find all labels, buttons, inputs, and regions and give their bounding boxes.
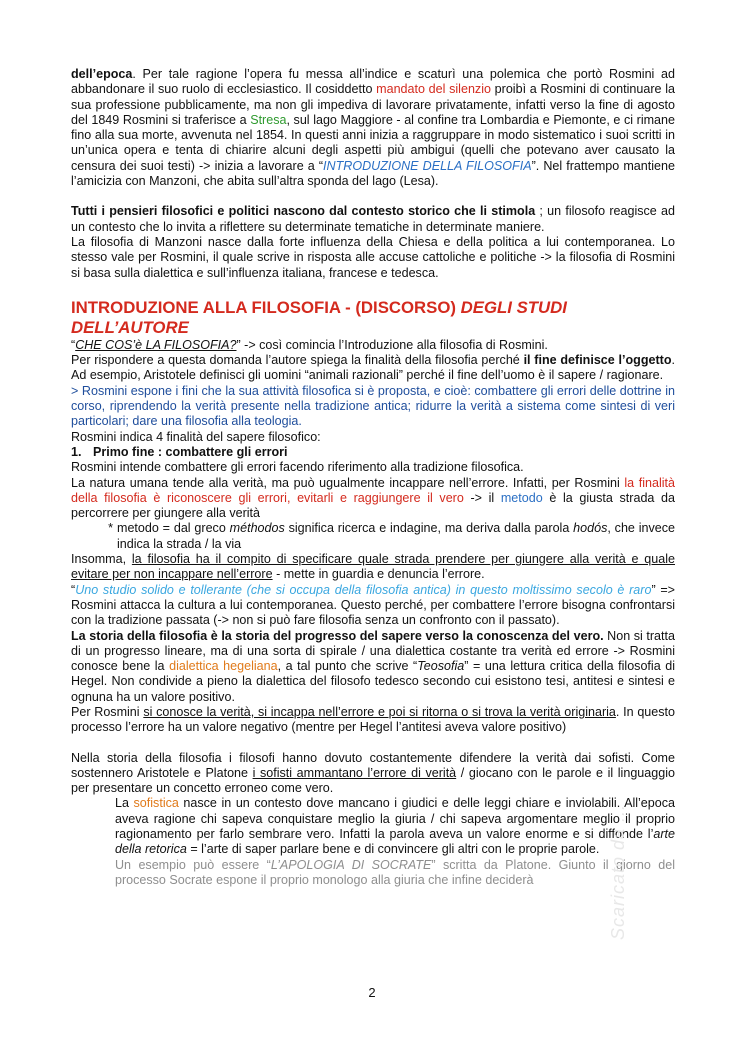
highlight-text: dialettica hegeliana xyxy=(169,659,278,674)
page-number: 2 xyxy=(368,985,376,1000)
text: Per Rosmini xyxy=(71,704,144,719)
text: “ xyxy=(71,337,76,352)
bullet-mark: * xyxy=(108,521,113,536)
bullet-item xyxy=(71,521,675,552)
paragraph-rosmini-truth xyxy=(71,705,675,736)
text: “ xyxy=(71,582,76,597)
text: proibì a Rosmini di continuare la sua professione pubblicamente, ma non gli impediva di lavorare privatamente, infatti verso la fine di agosto del 1849 Rosmini si traferisce a xyxy=(71,82,675,127)
bold-text: dell’epoca xyxy=(71,67,133,81)
bold-text: La storia della filosofia è la storia del progresso del sapere verso la conoscenza del vero. xyxy=(71,628,604,643)
heading-italic-text: DEGLI STUDI DELL’AUTORE xyxy=(71,297,567,337)
text: Un esempio può essere “ xyxy=(115,857,271,872)
highlight-text: mandato del silenzio xyxy=(376,82,491,97)
highlight-text: Stresa xyxy=(250,112,287,127)
text: , sul lago Maggiore - al confine tra Lombardia e Piemonte, e ci rimane fino alla sua morte, avvenuta nel 1854. In questi anni inizia a raggruppare in modo sistematico i suoi scritti in un’unica opera e tenta di chiarire alcuni degli aspetti più ambigui (quelli che potevano aver causato la censura dei suoi testi) -> inizia a lavorare a “ xyxy=(71,112,675,173)
numbered-item xyxy=(71,445,675,460)
text: ” -> così comincia l’Introduzione alla filosofia di Rosmini. xyxy=(236,337,548,352)
paragraph-sophists xyxy=(71,751,675,797)
heading-text: INTRODUZIONE ALLA FILOSOFIA - (DISCORSO) xyxy=(71,297,461,317)
paragraph-manzoni: La filosofia di Manzoni nasce dalla forte influenza della Chiesa e della politica a lui contemporanea. Lo stesso vale per Rosmini, il quale scrive in risposta alle accuse cattoliche e politiche -> la filosofia di Rosmini si basa sulla dialettica e sull’influenza italiana, francese e tedesca. xyxy=(71,234,675,280)
paragraph-four-aims: Rosmini indica 4 finalità del sapere filosofico: xyxy=(71,429,321,444)
paragraph-question xyxy=(71,338,675,353)
text: ; un filosofo reagisce ad un contesto che lo invita a riflettere su determinate tematiche in determinate maniere. xyxy=(71,204,675,234)
text: è la giusta strada da percorrere per giungere alla verità xyxy=(71,490,675,521)
text: . Ad esempio, Aristotele definisci gli uomini “animali razionali” perché il fine dell’uomo è il sapere / ragionare. xyxy=(71,353,675,383)
bold-text: il fine definisce l’oggetto xyxy=(523,353,672,368)
text: - mette in guardia e denuncia l’errore. xyxy=(272,567,485,582)
document-page xyxy=(71,67,675,888)
quote-text: Uno studio solido e tollerante (che si occupa della filosofia antica) in questo moltissimo secolo è raro xyxy=(75,582,652,597)
text: , a tal punto che scrive “ xyxy=(277,659,418,674)
text: Non si tratta di un progresso lineare, ma di una sorta di spirale / una dialettica costante tra verità ed errore -> Rosmini conosce bene la xyxy=(71,628,675,674)
text: Nella storia della filosofia i filosofi hanno dovuto costantemente difendere la verità dai sofisti. Come sostennero Aristotele e Platone xyxy=(71,750,675,780)
text: . Per tale ragione l’opera fu messa all’indice e scaturì una polemica che portò Rosmini ad abbandonare il suo ruolo di ecclesiastico. Il cosiddetto xyxy=(71,67,675,97)
text: ”. Nel frattempo mantiene l’amicizia con Manzoni, che abita sull’altra sponda del lago (Lesa). xyxy=(71,158,675,189)
text: La xyxy=(115,796,134,811)
highlight-text: sofistica xyxy=(133,796,179,811)
paragraph-sophistry xyxy=(71,796,675,857)
text: . In questo processo l’errore ha un valore negativo (mentre per Hegel l’antitesi aveva valore positivo) xyxy=(71,704,675,735)
text: metodo = dal greco xyxy=(117,521,230,536)
paragraph-errors: Rosmini intende combattere gli errori facendo riferimento alla tradizione filosofica. xyxy=(71,460,524,475)
text: nasce in un contesto dove mancano i giudici e delle leggi chiare e inviolabili. All’epoca aveva ragione chi sapeva conquistare meglio la giuria / chi sapeva argomentare meglio il proprio ragionamento per farlo sembrare vero. Infatti la parola aveva un valore enorme e si diffonde l’ xyxy=(115,796,675,842)
text: La natura umana tende alla verità, ma può ugualmente incappare nell’errore. Infatti, per Rosmini xyxy=(71,475,625,490)
text: = l’arte di saper parlare bene e di convincere gli altri con le proprie parole. xyxy=(186,842,600,857)
paragraph-context xyxy=(71,67,675,189)
highlight-text: metodo xyxy=(500,490,543,505)
paragraph-thoughts xyxy=(71,204,675,235)
italic-text: Teosofia xyxy=(417,659,465,674)
paragraph-answer xyxy=(71,353,675,384)
text: ” scritta da Platone. Giunto il giorno del processo Socrate espone il proprio monologo alla giuria che infine deciderà xyxy=(115,857,675,887)
text: ” = una lettura critica della filosofia di Hegel. Non condivide a pieno la dialettica del filosofo tedesco secondo cui esistono tesi, antitesi e sintesi e ognuna ha un valore positivo. xyxy=(71,659,676,704)
underlined-text: si conosce la verità, si incappa nell’errore e poi si ritorna o si trova la verità originaria xyxy=(143,704,616,719)
text: Insomma, xyxy=(71,552,132,567)
paragraph-apology xyxy=(71,858,675,889)
text: -> il xyxy=(463,490,501,505)
highlight-text: INTRODUZIONE DELLA FILOSOFIA xyxy=(323,158,532,173)
text: / giocano con le parole e il linguaggio per presentare un concetto erroneo come vero. xyxy=(71,765,675,796)
italic-text: L’APOLOGIA DI SOCRATE xyxy=(270,857,432,872)
text: significa ricerca e indagine, ma deriva dalla parola xyxy=(284,521,574,536)
question-text: CHE COS’è LA FILOSOFIA? xyxy=(75,337,237,352)
bold-text: Tutti i pensieri filosofici e politici nascono dal contesto storico che li stimola xyxy=(71,204,536,219)
italic-text: méthodos xyxy=(229,521,285,536)
paragraph-insomma xyxy=(71,552,675,583)
paragraph-history xyxy=(71,629,675,705)
highlight-text: la finalità della filosofia è riconoscere gli errori, evitarli e raggiungere il vero xyxy=(71,475,675,505)
paragraph-aims: > Rosmini espone i fini che la sua attività filosofica si è proposta, e cioè: combattere gli errori delle dottrine in corso, riprendendo la verità presente nella tradizione antica; ridurre la verità a sistema come sintesi di veri particolari; dare una filosofia alla teologia. xyxy=(71,383,675,429)
paragraph-truth xyxy=(71,476,675,522)
section-heading xyxy=(71,298,675,338)
list-title: Primo fine : combattere gli errori xyxy=(93,444,288,459)
underlined-text: i sofisti ammantano l’errore di verità xyxy=(252,765,457,780)
text: , che invece indica la strada / la via xyxy=(117,521,675,551)
text: Per rispondere a questa domanda l’autore spiega la finalità della filosofia perché xyxy=(71,353,524,368)
text: ” => Rosmini attacca la cultura a lui contemporanea. Questo perché, per combattere l’errore bisogna confrontarsi con la tradizione passata (-> non si può fare filosofia senza un confronto con il passato). xyxy=(71,582,675,628)
bullet-text xyxy=(117,521,675,552)
watermark: Scaricato da ... xyxy=(608,803,628,940)
italic-text: arte della retorica xyxy=(115,827,675,857)
italic-text: hodós xyxy=(573,521,608,536)
paragraph-quote xyxy=(71,583,675,629)
list-number: 1. xyxy=(71,444,82,459)
underlined-text: la filosofia ha il compito di specificare quale strada prendere per giungere alla verità e quale evitare per non incappare nell’errore xyxy=(71,552,675,582)
